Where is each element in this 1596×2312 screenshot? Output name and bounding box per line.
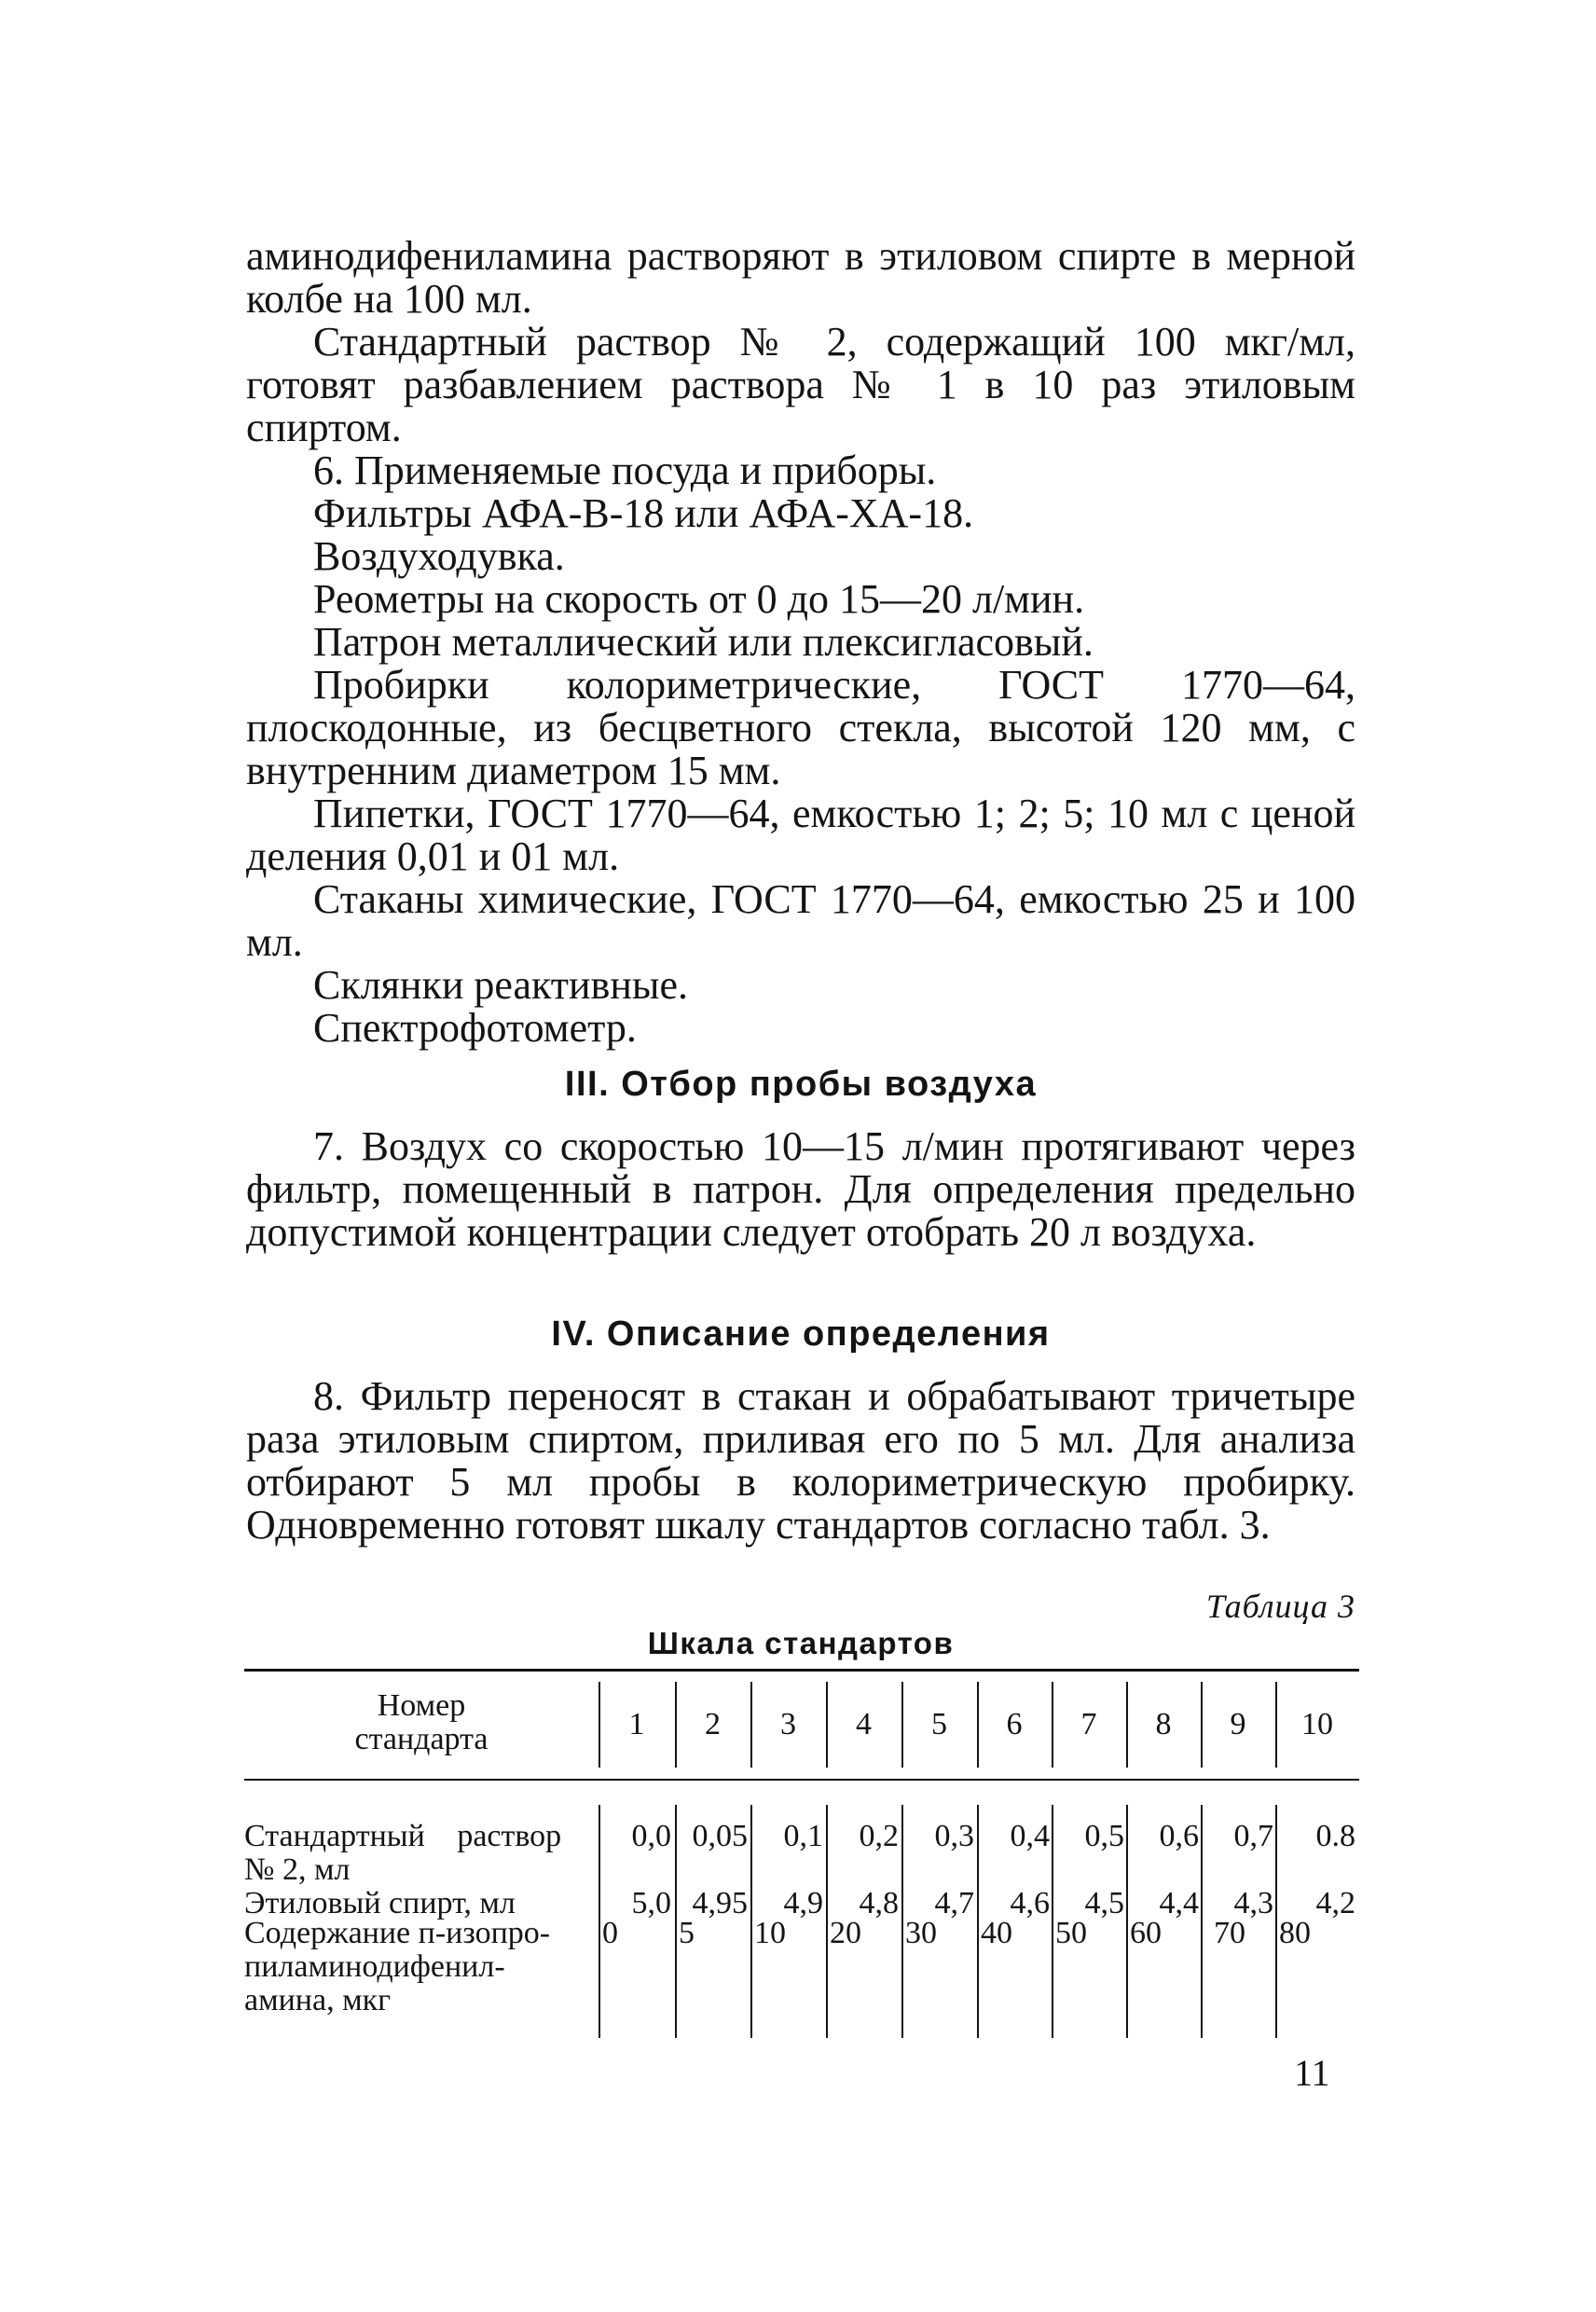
column-header: 1	[628, 1707, 645, 1741]
table-cell: 0,05	[692, 1819, 748, 1853]
table-cell: 0,0	[631, 1819, 671, 1853]
section-3	[246, 1065, 1355, 1254]
header-label-line2: стандарта	[354, 1722, 488, 1756]
paragraph: 6. Применяемые посуда и приборы.	[313, 447, 937, 493]
table-cell: 10	[754, 1916, 786, 1950]
table-cell: 0	[602, 1916, 618, 1950]
table-cell: 5	[679, 1916, 695, 1950]
table-cell: 5,0	[631, 1886, 671, 1920]
column-header: 2	[705, 1707, 721, 1741]
table-cell: 0.8	[1315, 1819, 1355, 1853]
table-cell: 0,3	[934, 1819, 974, 1853]
column-header: 5	[931, 1707, 947, 1741]
page-number: 11	[1294, 2052, 1330, 2094]
column-header: 6	[1006, 1707, 1023, 1741]
paragraph: Фильтры АФА-В-18 или АФА-ХА-18.	[313, 490, 974, 536]
table-cell: 30	[905, 1916, 937, 1950]
table-header-rule	[244, 1779, 1359, 1781]
column-header: 7	[1080, 1707, 1097, 1741]
paragraph: Пробирки колориметрические, ГОСТ 1770—64, плоскодонные, из бесцветного стекла, высотой 120 мм, с внутренним диаметром 15 мм.	[246, 662, 1355, 793]
table-cell: 0,5	[1084, 1819, 1124, 1853]
section-heading: III. Отбор пробы воздуха	[564, 1065, 1038, 1104]
table-cell: 4,9	[783, 1886, 823, 1920]
table-cell: 50	[1055, 1916, 1087, 1950]
table-cell: 0,4	[1010, 1819, 1050, 1853]
column-header: 4	[856, 1707, 872, 1741]
table-number: Таблица 3	[1205, 1588, 1355, 1625]
table-cell: 40	[981, 1916, 1012, 1950]
paragraph: 7. Воздух со скоростью 10—15 л/мин протягивают через фильтр, помещенный в патрон. Для определения предельно допустимой концентрации следует отобрать 20 л воздуха.	[246, 1123, 1355, 1255]
row-label: Содержание п-изопро-	[244, 1916, 551, 1950]
column-header: 8	[1155, 1707, 1172, 1741]
paragraph: Стаканы химические, ГОСТ 1770—64, емкостью 25 и 100 мл.	[246, 876, 1355, 965]
body-text-top	[246, 235, 1355, 1050]
table-cell: 0,6	[1159, 1819, 1199, 1853]
table-cell: 4,7	[934, 1886, 974, 1920]
table-title: Шкала стандартов	[647, 1626, 955, 1660]
table-cell: 4,2	[1315, 1886, 1355, 1920]
section-4	[246, 1314, 1355, 1547]
header-label-line1: Номер	[377, 1688, 466, 1723]
column-header: 3	[780, 1707, 796, 1741]
table-cell: 4,6	[1010, 1886, 1050, 1920]
paragraph: Спектрофотометр.	[313, 1005, 637, 1051]
table-cell: 4,8	[859, 1886, 899, 1920]
paragraph: аминодифениламина растворяют в этиловом спирте в мерной колбе на 100 мл.	[246, 233, 1355, 322]
paragraph: Воздуходувка.	[313, 533, 565, 579]
paragraph: Стандартный раствор № 2, содержащий 100 мкг/мл, готовят разбавлением раствора № 1 в 10 раз этиловым спиртом.	[246, 319, 1355, 450]
row-label: пиламинодифенил-	[244, 1949, 505, 1984]
row-label	[244, 1820, 595, 1853]
paragraph: 8. Фильтр переносят в стакан и обрабатывают тричетыре раза этиловым спиртом, приливая его по 5 мл. Для анализа отбирают 5 мл пробы в колориметрическую пробирку. Одновременно готовят шкалу стандартов согласно табл. 3.	[246, 1373, 1355, 1548]
row-label: № 2, мл	[244, 1852, 351, 1887]
paragraph: Пипетки, ГОСТ 1770—64, емкостью 1; 2; 5; 10 мл с ценой деления 0,01 и 01 мл.	[246, 791, 1355, 879]
row-label-text: Стандартный раствор	[244, 1819, 562, 1853]
table-cell: 20	[830, 1916, 861, 1950]
table-cell: 4,4	[1159, 1886, 1199, 1920]
section-heading: IV. Описание определения	[551, 1314, 1051, 1354]
paragraph: Реометры на скорость от 0 до 15—20 л/мин.	[313, 576, 1085, 622]
paragraph: Склянки реактивные.	[313, 962, 688, 1008]
table-cell: 0,2	[859, 1819, 899, 1853]
table-cell: 60	[1130, 1916, 1162, 1950]
table-cell: 0,1	[783, 1819, 823, 1853]
column-header: 9	[1230, 1707, 1246, 1741]
row-label: амина, мкг	[244, 1983, 392, 2017]
row-label: Этиловый спирт, мл	[244, 1886, 516, 1920]
table-top-rule	[244, 1669, 1359, 1672]
paragraph: Патрон металлический или плексигласовый.	[313, 619, 1094, 665]
table-cell: 4,5	[1084, 1886, 1124, 1920]
table-cell: 70	[1214, 1916, 1245, 1950]
table-cell: 0,7	[1233, 1819, 1273, 1853]
table-cell: 80	[1279, 1916, 1311, 1950]
table-cell: 4,95	[692, 1886, 748, 1920]
table-cell: 4,3	[1233, 1886, 1273, 1920]
column-header: 10	[1301, 1707, 1333, 1741]
